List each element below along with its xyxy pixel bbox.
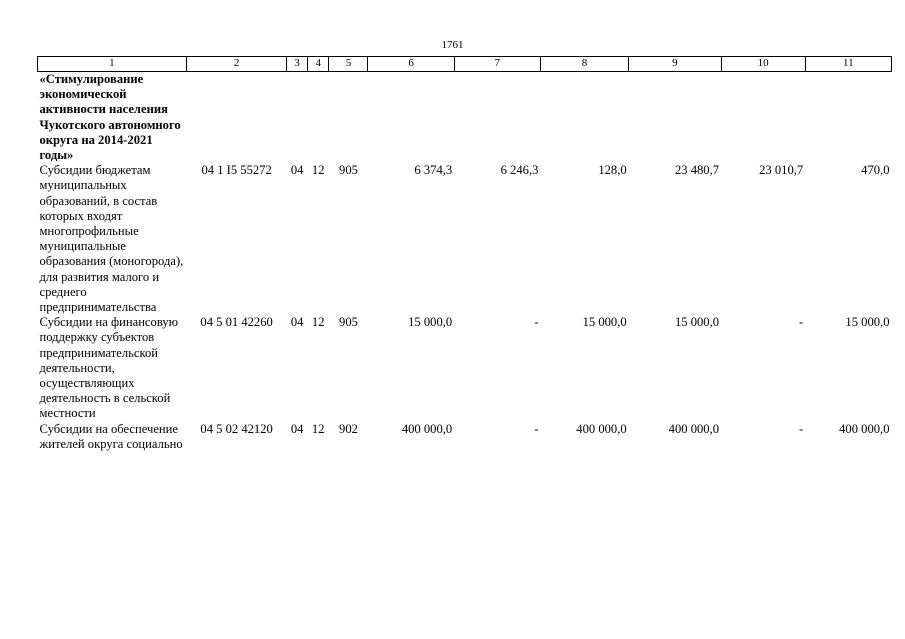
row-c8: 128,0 xyxy=(598,163,627,178)
column-header: 8 xyxy=(540,57,628,72)
table-row xyxy=(38,163,892,315)
row-code: 04 5 01 42260 xyxy=(200,315,273,330)
row-name: Субсидии бюджетам муниципальных образований, в состав которых входят многопрофильные муниципальные образования (моногорода), для развития малого и среднего предпринимательства xyxy=(39,163,184,315)
row-c6: 15 000,0 xyxy=(408,315,453,330)
page-number: 1761 xyxy=(441,39,464,51)
row-c10: - xyxy=(799,315,804,330)
row-c8: 15 000,0 xyxy=(582,315,627,330)
column-header: 5 xyxy=(329,57,368,72)
column-header: 10 xyxy=(721,57,805,72)
header-row xyxy=(38,57,892,72)
program-title-row xyxy=(38,72,892,164)
row-c3: 04 xyxy=(290,421,304,436)
row-c8: 400 000,0 xyxy=(576,421,627,436)
row-c4: 12 xyxy=(311,315,325,330)
column-header: 4 xyxy=(307,57,329,72)
column-header: 2 xyxy=(186,57,287,72)
row-c11: 470,0 xyxy=(861,163,890,178)
row-c6: 6 374,3 xyxy=(414,163,453,178)
row-c3: 04 xyxy=(290,163,304,178)
row-c7: - xyxy=(534,421,539,436)
row-c10: 23 010,7 xyxy=(759,163,804,178)
row-c9: 15 000,0 xyxy=(674,315,720,330)
row-c5: 905 xyxy=(339,163,358,178)
column-header: 1 xyxy=(38,57,187,72)
row-c10: - xyxy=(799,421,804,436)
row-c4: 12 xyxy=(311,163,325,178)
row-c7: - xyxy=(534,315,539,330)
row-c7: 6 246,3 xyxy=(500,163,539,178)
row-code: 04 5 02 42120 xyxy=(200,421,273,436)
row-name: Субсидии на обеспечение жителей округа социально xyxy=(39,421,183,451)
row-c11: 400 000,0 xyxy=(839,421,890,436)
column-header: 3 xyxy=(287,57,308,72)
row-code: 04 1 I5 55272 xyxy=(201,163,272,178)
row-c6: 400 000,0 xyxy=(401,421,453,436)
row-c9: 400 000,0 xyxy=(668,421,720,436)
row-name: Субсидии на финансовую поддержку субъектов предпринимательской деятельности, осуществляющих деятельность в сельской местности xyxy=(39,315,179,421)
table-row xyxy=(38,422,892,452)
column-header: 6 xyxy=(368,57,454,72)
program-title: «Стимулирование экономической активности населения Чукотского автономного округа на 2014-2021 годы» xyxy=(39,72,181,163)
column-header: 11 xyxy=(805,57,891,72)
row-c5: 905 xyxy=(339,315,358,330)
row-c3: 04 xyxy=(290,315,304,330)
table-row xyxy=(38,315,892,421)
column-header: 9 xyxy=(629,57,721,72)
row-c4: 12 xyxy=(311,421,325,436)
row-c11: 15 000,0 xyxy=(845,315,890,330)
budget-table xyxy=(37,56,892,452)
row-c5: 902 xyxy=(339,421,358,436)
row-c9: 23 480,7 xyxy=(674,163,720,178)
column-header: 7 xyxy=(454,57,540,72)
